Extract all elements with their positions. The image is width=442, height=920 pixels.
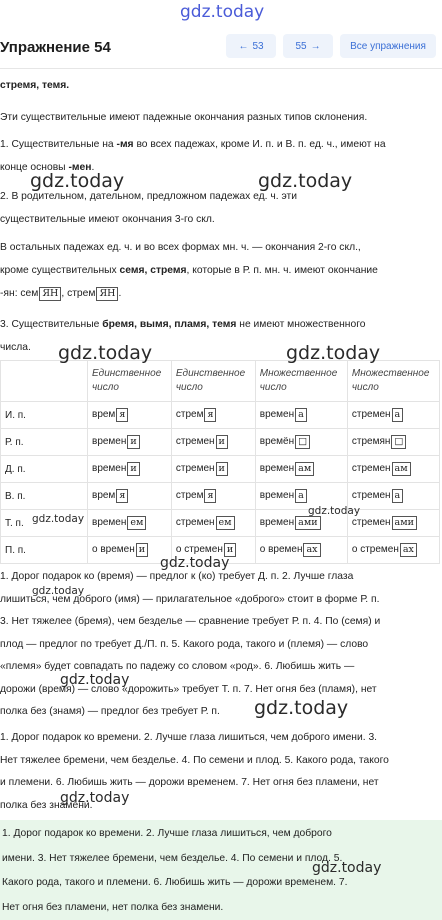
p5-b: бремя, вымя, пламя, темя xyxy=(102,319,237,330)
word-stem: о времен xyxy=(92,544,135,555)
next-exercise-label: 55 xyxy=(295,40,307,52)
form-cell xyxy=(171,402,255,429)
p4-i: . xyxy=(118,288,122,299)
answer-line: Нет огня без пламени, нет полка без знамени. xyxy=(2,901,224,913)
explanation-line: «племя» будет совпадать по падежу со словом «род». 6. Любишь жить — xyxy=(0,661,355,672)
p4-b: кроме существительных xyxy=(0,265,120,276)
p5-d: числа. xyxy=(0,342,31,353)
case-label: Т. п. xyxy=(1,510,88,537)
table-row xyxy=(1,483,440,510)
form-cell xyxy=(347,483,439,510)
word-stem: о времен xyxy=(259,544,303,555)
case-label: Д. п. xyxy=(1,456,88,483)
watermark: gdz.today xyxy=(312,860,382,876)
p2-d: конце основы xyxy=(0,162,69,173)
word-ending: и xyxy=(127,435,139,449)
p5-c: не имеют множественного xyxy=(236,319,366,330)
arrow-left-icon: ← xyxy=(238,40,249,52)
p2-a: 1. Существительные на xyxy=(0,139,117,150)
p5-a: 3. Существительные xyxy=(0,319,103,330)
word-ending: я xyxy=(116,408,128,422)
p3-a: 2. В родительном, дательном, предложном падежах ед. ч. эти xyxy=(0,191,297,202)
form-cell xyxy=(88,429,172,456)
word-stem: стрем xyxy=(175,409,204,420)
answer-line: имени. 3. Нет тяжелее бремени, чем безделье. 4. По семени и плод. 5. xyxy=(2,852,343,864)
p4-d: , которые в Р. п. мн. ч. имеют окончание xyxy=(186,265,378,276)
word-ending: ем xyxy=(127,516,146,530)
word-ending: а xyxy=(295,408,307,422)
word-ending: а xyxy=(295,489,307,503)
word-stem: стремен xyxy=(351,490,391,501)
form-cell xyxy=(88,510,172,537)
form-cell xyxy=(88,537,172,564)
form-cell xyxy=(88,456,172,483)
form-cell xyxy=(347,456,439,483)
p4-e: -ян: сем xyxy=(0,288,39,299)
word-ending: ах xyxy=(400,543,417,557)
p2-c: во всех падежах, кроме И. п. и В. п. ед. ч., имеют на xyxy=(133,139,386,150)
explanation-line: плод — предлог по требует Д./П. п. 5. Какого рода, такого и (племя) — слово xyxy=(0,638,369,650)
table-header-case xyxy=(1,361,88,402)
table-header-plural: Множественное число xyxy=(255,361,347,402)
watermark: gdz.today xyxy=(286,342,381,364)
watermark: gdz.today xyxy=(160,555,230,571)
word-ending: ах xyxy=(303,543,320,557)
word-stem: времен xyxy=(92,517,127,528)
form-cell xyxy=(171,429,255,456)
watermark: gdz.today xyxy=(58,342,153,364)
watermark: gdz.today xyxy=(254,697,349,719)
word-ending: □ xyxy=(391,435,406,449)
p4-a: В остальных падежах ед. ч. и во всех формах мн. ч. — окончания 2-го скл., xyxy=(0,242,361,253)
explanation-line: 3. Нет тяжелее (бремя), чем безделье — сравнение требует Р. п. 4. По (семя) и xyxy=(0,616,381,627)
case-label: В. п. xyxy=(1,483,88,510)
word-ending: ам xyxy=(392,462,411,476)
form-cell xyxy=(171,510,255,537)
word-stem: времен xyxy=(259,463,295,474)
word-ending: и xyxy=(127,462,139,476)
word-stem: времен xyxy=(92,436,127,447)
watermark: gdz.today xyxy=(60,790,130,806)
word-stem: стремен xyxy=(175,436,215,447)
sentence-line: полка без знамени. xyxy=(0,799,93,811)
form-cell xyxy=(347,402,439,429)
table-header-row xyxy=(1,361,440,402)
p2-b: -мя xyxy=(116,139,134,150)
word-ending: а xyxy=(392,489,404,503)
word-ending: и xyxy=(216,462,228,476)
form-cell xyxy=(347,537,439,564)
explanation-line: лишиться, чем доброго (имя) — прилагательное «доброго» стоит в форме Р. п. xyxy=(0,593,380,605)
form-cell xyxy=(255,456,347,483)
word-stem: стремен xyxy=(351,517,391,528)
form-cell xyxy=(171,456,255,483)
table-row xyxy=(1,429,440,456)
p4-c: семя, стремя xyxy=(119,265,187,276)
word-stem: времен xyxy=(259,517,295,528)
prev-exercise-label: 53 xyxy=(252,40,264,52)
word-stem: стремен xyxy=(175,517,215,528)
form-cell xyxy=(347,510,439,537)
sentence-line: 1. Дорог подарок ко времени. 2. Лучше глаза лишиться, чем доброго имени. 3. xyxy=(0,732,378,743)
p4-h: ЯН xyxy=(96,287,118,301)
case-label: Р. п. xyxy=(1,429,88,456)
page-title: Упражнение 54 xyxy=(0,39,111,56)
watermark: gdz.today xyxy=(258,170,353,192)
word-ending: ам xyxy=(295,462,314,476)
all-exercises-label: Все упражнения xyxy=(350,40,426,52)
word-stem: врем xyxy=(92,490,116,501)
word-stem: стремен xyxy=(351,463,391,474)
word-stem: времен xyxy=(259,490,295,501)
word-stem: стремен xyxy=(175,463,215,474)
word-ending: ами xyxy=(392,516,417,530)
table-row xyxy=(1,456,440,483)
word-ending: и xyxy=(216,435,228,449)
explanation-line: дорожи (время) — слово «дорожить» требует Т. п. 7. Нет огня без (пламя), нет xyxy=(0,683,377,695)
form-cell xyxy=(347,429,439,456)
form-cell xyxy=(255,537,347,564)
sentence-line: и племени. 6. Любишь жить — дорожи временем. 7. Нет огня без пламени, нет xyxy=(0,777,379,788)
word-ending: и xyxy=(224,543,236,557)
word-stem: стремен xyxy=(351,409,391,420)
watermark: gdz.today xyxy=(308,505,361,517)
declension-table xyxy=(0,360,440,564)
case-label: И. п. xyxy=(1,402,88,429)
watermark: gdz.today xyxy=(32,513,85,525)
form-cell xyxy=(171,483,255,510)
word-stem: врем xyxy=(92,409,116,420)
intro-words: стремя, темя. xyxy=(0,80,70,91)
word-ending: а xyxy=(392,408,404,422)
p3-b: существительные имеют окончания 3-го скл. xyxy=(0,214,215,225)
table-header-singular: Единственное число xyxy=(171,361,255,402)
word-ending: ами xyxy=(295,516,320,530)
watermark: gdz.today xyxy=(30,170,125,192)
watermark: gdz.today xyxy=(32,585,85,597)
form-cell xyxy=(255,402,347,429)
word-ending: я xyxy=(116,489,128,503)
word-stem: времен xyxy=(92,463,127,474)
word-ending: я xyxy=(204,489,216,503)
p4-f: ЯН xyxy=(39,287,61,301)
case-label: П. п. xyxy=(1,537,88,564)
word-ending: и xyxy=(136,543,148,557)
word-ending: □ xyxy=(295,435,310,449)
answer-line: Какого рода, такого и племени. 6. Любишь жить — дорожи временем. 7. xyxy=(2,877,348,888)
word-stem: о стремен xyxy=(351,544,399,555)
sentence-line: Нет тяжелее бремени, чем безделье. 4. По семени и плод. 5. Какого рода, такого xyxy=(0,754,389,766)
next-exercise-button[interactable] xyxy=(283,34,333,58)
form-cell xyxy=(255,429,347,456)
word-stem: стремян xyxy=(351,436,391,447)
word-ending: я xyxy=(204,408,216,422)
header-divider xyxy=(0,68,442,69)
word-ending: ем xyxy=(216,516,235,530)
all-exercises-button[interactable] xyxy=(340,34,436,58)
answer-line: 1. Дорог подарок ко времени. 2. Лучше глаза лишиться, чем доброго xyxy=(2,828,332,839)
table-row xyxy=(1,402,440,429)
paragraph-1: Эти существительные имеют падежные окончания разных типов склонения. xyxy=(0,112,368,123)
exercise-header xyxy=(0,30,442,66)
form-cell xyxy=(88,483,172,510)
word-stem: времён xyxy=(259,436,295,447)
table-header-plural: Множественное число xyxy=(347,361,439,402)
word-stem: о стремен xyxy=(175,544,223,555)
prev-exercise-button[interactable] xyxy=(226,34,276,58)
p4-g: , стрем xyxy=(61,288,96,299)
watermark: gdz.today xyxy=(60,672,130,688)
table-header-singular: Единственное число xyxy=(88,361,172,402)
explanation-line: полка без (знамя) — предлог без требует Р. п. xyxy=(0,706,220,717)
arrow-right-icon: → xyxy=(310,40,321,52)
paragraph-4 xyxy=(0,236,434,305)
word-stem: времен xyxy=(259,409,295,420)
site-logo[interactable]: gdz.today xyxy=(180,2,265,22)
p2-f: . xyxy=(91,162,95,173)
form-cell xyxy=(88,402,172,429)
p2-e: -мен xyxy=(68,162,92,173)
word-stem: стрем xyxy=(175,490,204,501)
explanation-line: 1. Дорог подарок ко (время) — предлог к (ко) требует Д. п. 2. Лучше глаза xyxy=(0,571,354,582)
